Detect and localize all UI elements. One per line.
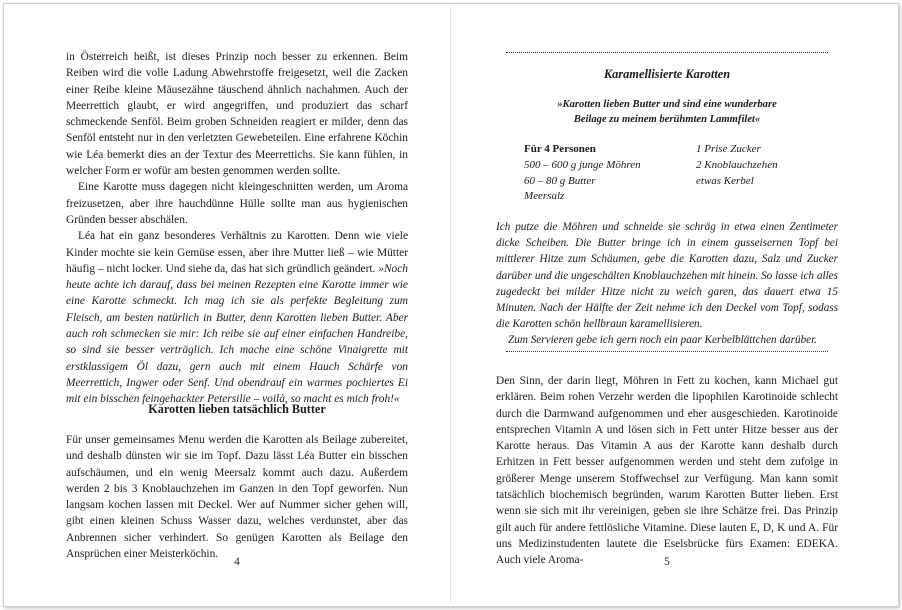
paragraph-vitamins: Den Sinn, der darin liegt, Möhren in Fett zu kochen, kann Michael gut erklären. Beim rohen Verzehr werden die lipophilen Karotinoide schlecht durch die Darmwand aufgenommen und eher ausgeschieden. Karotinoide entsprechen Vitamin A und lösen sich in Fett unter Hitze besser aus der Karotte heraus. Das Vitamin A aus der Karotte kann deshalb durch Erhitzen in Fett besser aufgenommen werden und steht dem zufolge in größerer Menge unserem Stoffwechsel zur Verfügung. Man kann somit tatsächlich biochemisch begründen, warum Karotten Butter lieben. Erst wenn sie sich mit ihr vereinigen, geben sie ihre Schätze frei. Das Prinzip gilt auch für andere fettlösliche Vitamine. Diese lauten E, D, K und A. Für uns Medizinstudenten lautete die Eselsbrücke fürs Examen: EDEKA. Auch viele Aroma-	[496, 375, 838, 567]
recipe-top-divider	[506, 52, 828, 53]
ingredient: 2 Knoblauchzehen	[696, 158, 778, 171]
recipe-subtitle-line-2: Beilage zu meinem berühmten Lammfilet«	[573, 114, 761, 126]
ingredients-right	[696, 142, 778, 189]
right-body	[496, 373, 838, 569]
servings-label: Für 4 Personen	[524, 143, 596, 155]
left-body-bottom	[66, 432, 408, 562]
ingredients-left	[524, 142, 641, 205]
paragraph-lea-carrots	[66, 228, 408, 407]
recipe-subtitle-line-1: »Karotten lieben Butter und sind eine wunderbare	[557, 99, 777, 110]
ingredient: Meersalz	[524, 190, 565, 203]
lea-intro-text: Léa hat ein ganz besonderes Verhältnis zu Karotten. Denn wie viele Kinder mochte sie kein Gemüse essen, aber ihre Mutter ließ – wie Mütter häufig – nicht locker. Und siehe da, das hat sich gründlich geändert.	[66, 230, 408, 275]
paragraph-carrot-peel: Eine Karotte muss dagegen nicht kleingeschnitten werden, um Aroma freizusetzen, aber ihre hauchdünne Hülle sollte man aus hygienischen Gründen besser abschälen.	[66, 181, 408, 226]
page-number-right: 5	[664, 556, 670, 568]
lea-quote-text: »Noch heute achte ich darauf, dass bei meinen Rezepten eine Karotte immer wie eine Karotte schmeckt. Ich mag ich sie als perfekte Begleitung zum Fleisch, am besten natürlich in Butter, denn Karotten lieben Butter. Aber auch roh schmecken sie mir: Ich reibe sie auf einer einfachen Handreibe, so sind sie besser verträglich. Ich mache eine schöne Vinaigrette mit erstklassigem Öl dazu, gern auch mit einem Hauch Schärfe von Meerrettich, Ingwer oder Senf. Und obendrauf ein warmes pochiertes Ei mit ein bisschen feingehackter Petersilie – voilà, so macht es mich froh!«	[66, 262, 408, 406]
recipe-title: Karamellisierte Karotten	[603, 67, 731, 81]
left-body-top	[66, 49, 408, 408]
page-gutter	[450, 4, 451, 604]
section-heading: Karotten lieben tatsächlich Butter	[148, 402, 326, 416]
recipe-method	[496, 219, 838, 349]
paragraph-horseradish: in Österreich heißt, ist dieses Prinzip noch besser zu erkennen. Beim Reiben wird die volle Ladung Abwehrstoffe freigesetzt, weil die Zacken einer Reibe kleine Mäusezähne täuschend ähnlich nachahmen. Auch der Meerrettich glaubt, er wird angegriffen, und produziert das scharf schmeckende Senföl. Beim groben Schneiden reagiert er milder, denn das Senföl entsteht nur in den verletzten Gewebeteilen. Eine erfahrene Köchin wie Léa bemerkt dies an der Textur des Meerrettichs. Sie kann fühlen, in welcher Form er wofür am besten genommen werden sollte.	[66, 51, 408, 178]
ingredient: 60 – 80 g Butter	[524, 174, 596, 187]
ingredient: 1 Prise Zucker	[696, 143, 761, 155]
recipe-method-paragraph: Ich putze die Möhren und schneide sie schräg in etwa einen Zentimeter dicke Scheiben. Die Butter bringe ich in einem gusseisernen Topf bei mittlerer Hitze zum Schäumen, gebe die Karotten dazu, Salz und Zucker darüber und die ungeschälten Knoblauchzehen mit hinein. So lasse ich alles zugedeckt bei milder Hitze nicht zu weich garen, das dauert etwa 15 Minuten. Nach der Hälfte der Zeit nehme ich den Deckel vom Topf, sodass die Karotten schön hellbraun karamellisieren.	[496, 221, 838, 331]
page-number-left: 4	[234, 556, 240, 568]
recipe-subtitle	[526, 97, 808, 128]
recipe-bottom-divider	[506, 351, 828, 352]
paragraph-menu: Für unser gemeinsames Menu werden die Karotten als Beilage zubereitet, und deshalb dünsten wir sie im Topf. Dazu lässt Léa Butter ein bisschen aufschäumen, und ein wenig Meersalz kommt auch dazu. Außerdem werden 2 bis 3 Knoblauchzehen im Ganzen in den Topf geworfen. Nun langsam kochen lassen mit Deckel. Wer auf Nummer sicher gehen will, gibt einen kleinen Schuss Wasser dazu, welches verdunstet, aber das Anbrennen sicher verhindert. So genügen Karotten als Beilage den Ansprüchen einer Meisterköchin.	[66, 434, 408, 561]
ingredient: etwas Kerbel	[696, 174, 754, 187]
recipe-serving-note: Zum Servieren gebe ich gern noch ein paar Kerbelblättchen darüber.	[508, 334, 818, 347]
ingredient: 500 – 600 g junge Möhren	[524, 158, 641, 171]
